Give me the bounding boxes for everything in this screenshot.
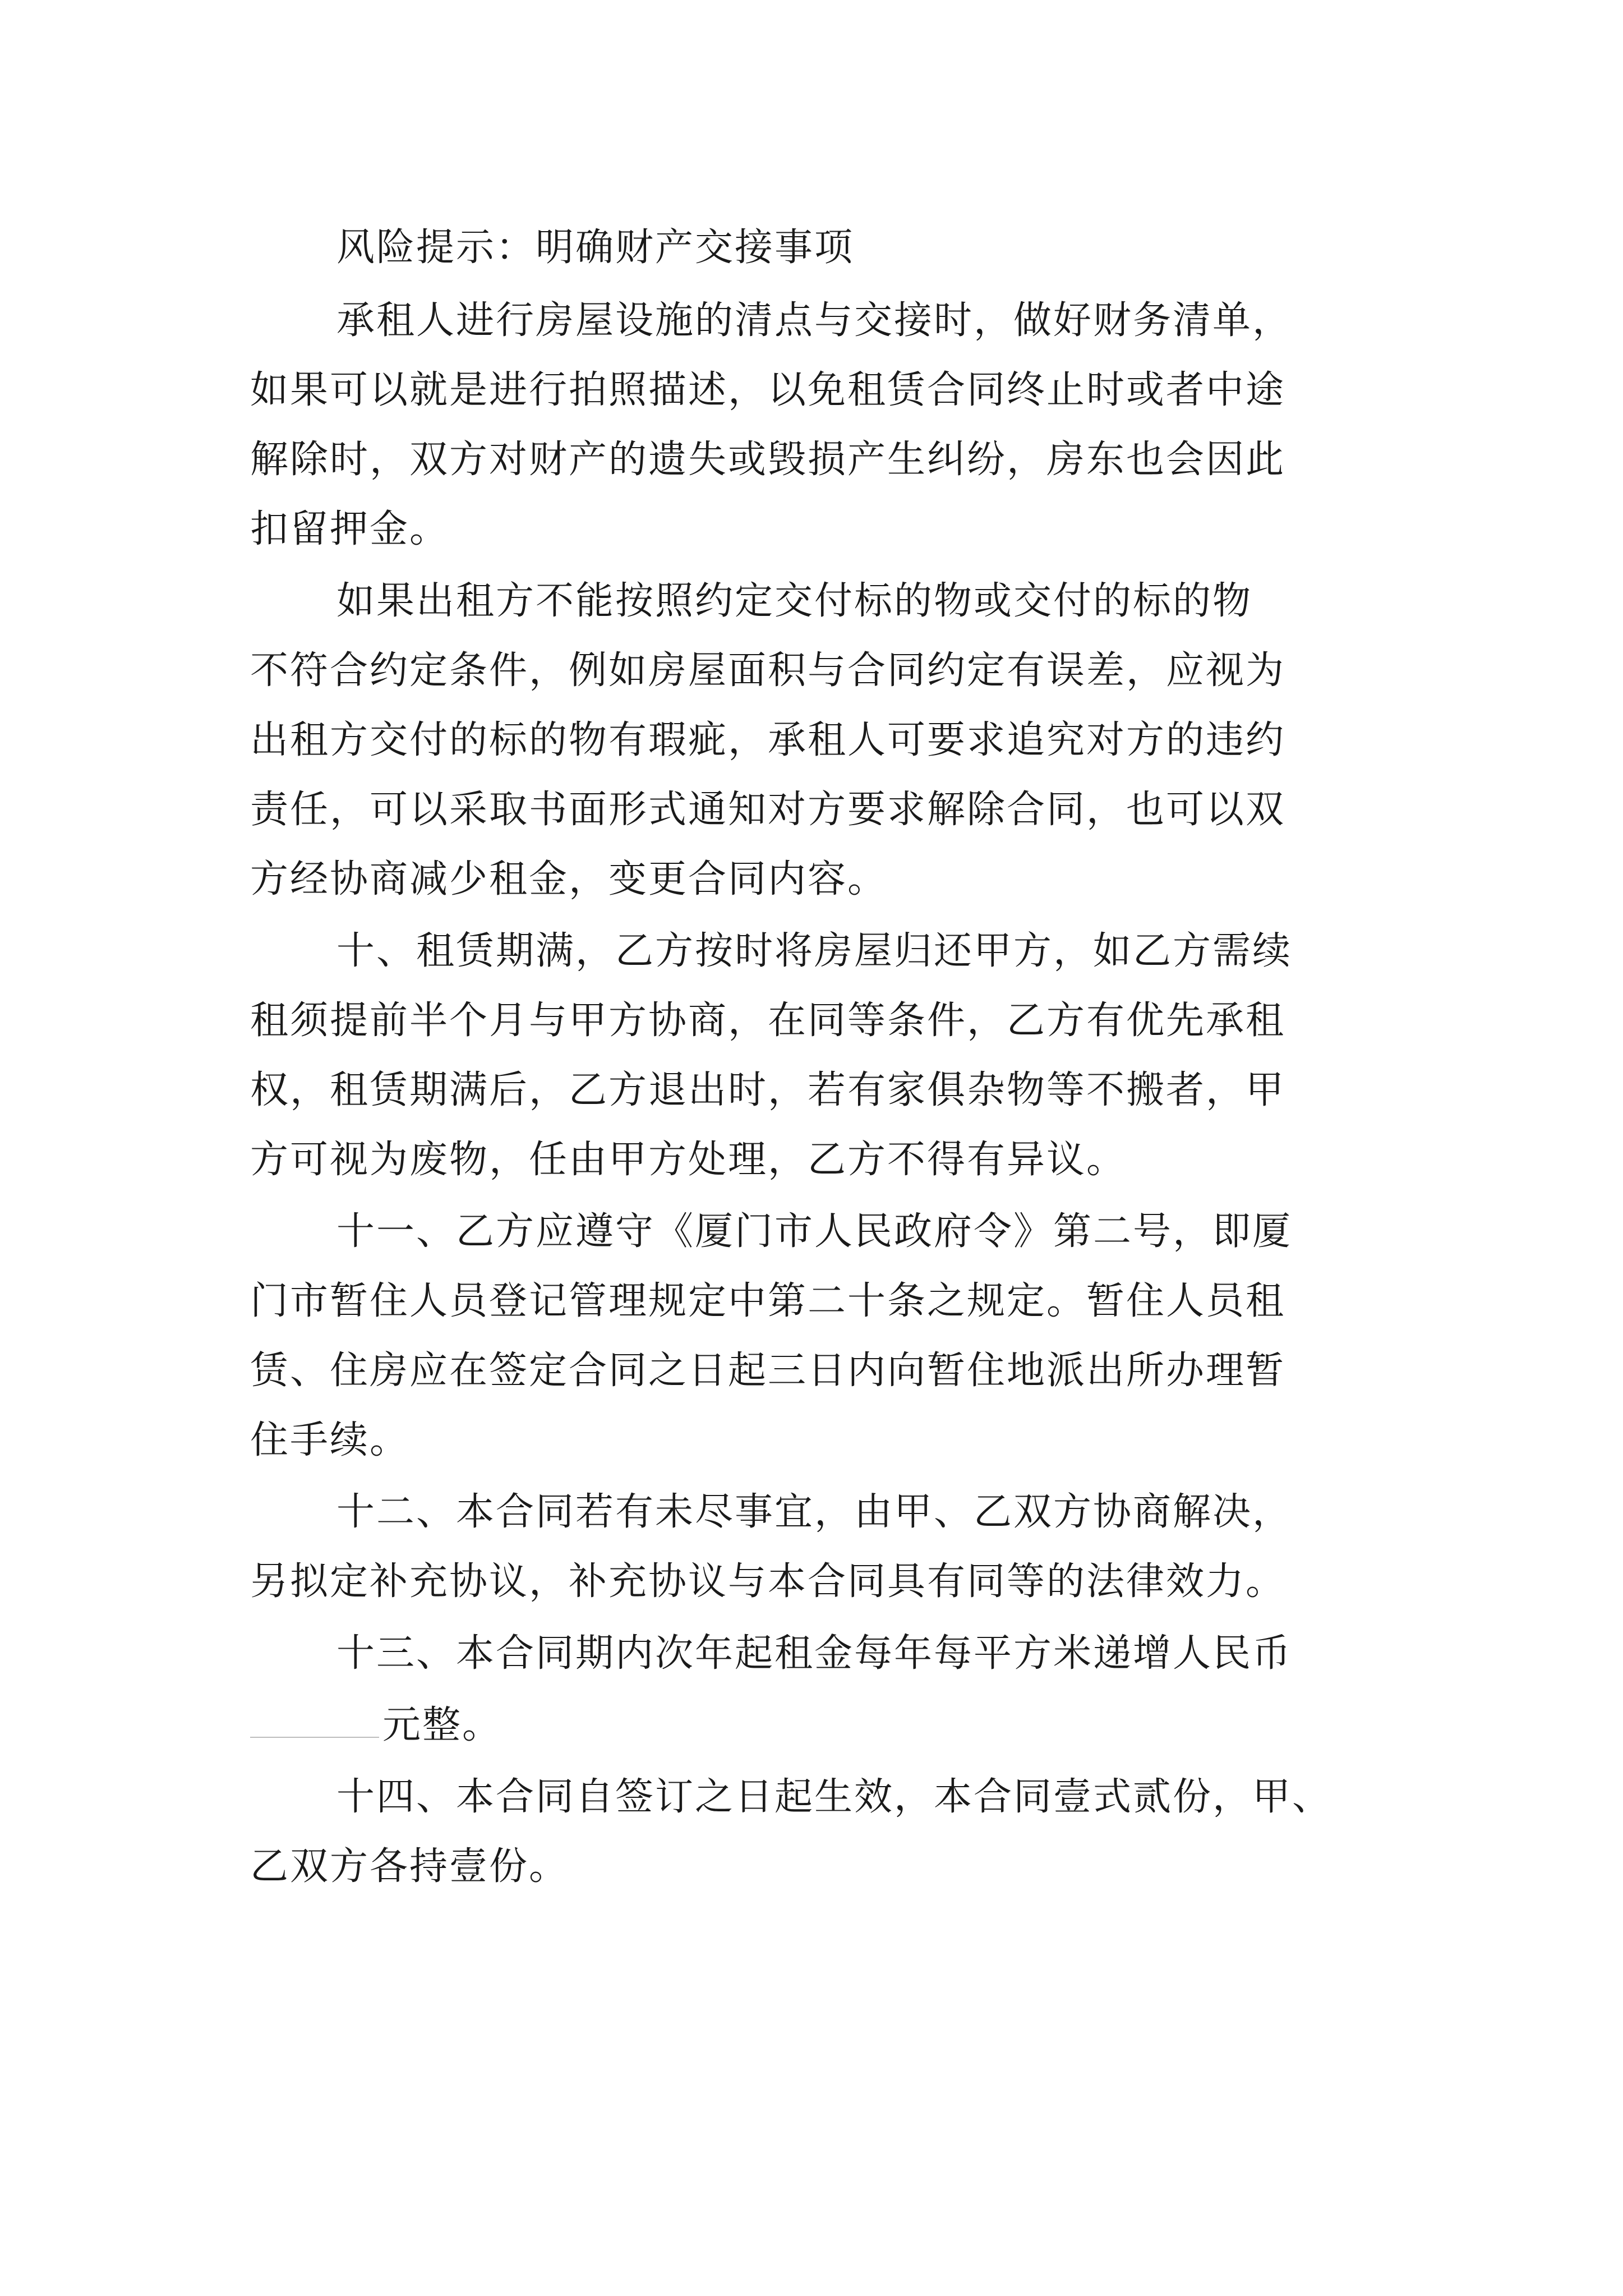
paragraph-line: 如果出租方不能按照约定交付标的物或交付的标的物 xyxy=(336,579,1253,623)
paragraph-line: 方经协商减少租金，变更合同内容。 xyxy=(250,857,888,901)
clause-11-line: 十一、乙方应遵守《厦门市人民政府令》第二号，即厦 xyxy=(336,1209,1293,1254)
clause-13-line xyxy=(250,1692,502,1759)
paragraph-line: 责任，可以采取书面形式通知对方要求解除合同，也可以双 xyxy=(250,788,1286,832)
paragraph-line: 如果可以就是进行拍照描述，以免租赁合同终止时或者中途 xyxy=(250,368,1286,412)
clause-11-line: 住手续。 xyxy=(250,1418,410,1462)
paragraph-line: 解除时，双方对财产的遗失或毁损产生纠纷，房东也会因此 xyxy=(250,438,1286,482)
clause-14-line: 十四、本合同自签订之日起生效，本合同壹式贰份，甲、 xyxy=(336,1775,1332,1819)
clause-12-line: 另拟定补充协议，补充协议与本合同具有同等的法律效力。 xyxy=(250,1559,1286,1604)
clause-10-line: 十、租赁期满，乙方按时将房屋归还甲方，如乙方需续 xyxy=(336,929,1293,973)
paragraph-line: 承租人进行房屋设施的清点与交接时，做好财务清单， xyxy=(336,298,1293,343)
fill-in-blank xyxy=(250,1734,379,1738)
clause-10-line: 方可视为废物，任由甲方处理，乙方不得有异议。 xyxy=(250,1138,1127,1182)
clause-11-line: 赁、住房应在签定合同之日起三日内向暂住地派出所办理暂 xyxy=(250,1349,1286,1393)
paragraph-line: 不符合约定条件，例如房屋面积与合同约定有误差，应视为 xyxy=(250,648,1286,693)
paragraph-line: 出租方交付的标的物有瑕疵，承租人可要求追究对方的违约 xyxy=(250,718,1286,762)
clause-14-line: 乙双方各持壹份。 xyxy=(250,1844,569,1889)
clause-12-line: 十二、本合同若有未尽事宜，由甲、乙双方协商解决， xyxy=(336,1490,1293,1534)
amount-suffix: 元整。 xyxy=(382,1703,502,1747)
clause-11-line: 门市暂住人员登记管理规定中第二十条之规定。暂住人员租 xyxy=(250,1279,1286,1323)
clause-10-line: 权，租赁期满后，乙方退出时，若有家俱杂物等不搬者，甲 xyxy=(250,1068,1286,1112)
clause-10-line: 租须提前半个月与甲方协商，在同等条件，乙方有优先承租 xyxy=(250,999,1286,1043)
paragraph-line: 扣留押金。 xyxy=(250,507,450,551)
clause-13-line: 十三、本合同期内次年起租金每年每平方米递增人民币 xyxy=(336,1631,1293,1676)
risk-heading: 风险提示：明确财产交接事项 xyxy=(336,226,855,270)
